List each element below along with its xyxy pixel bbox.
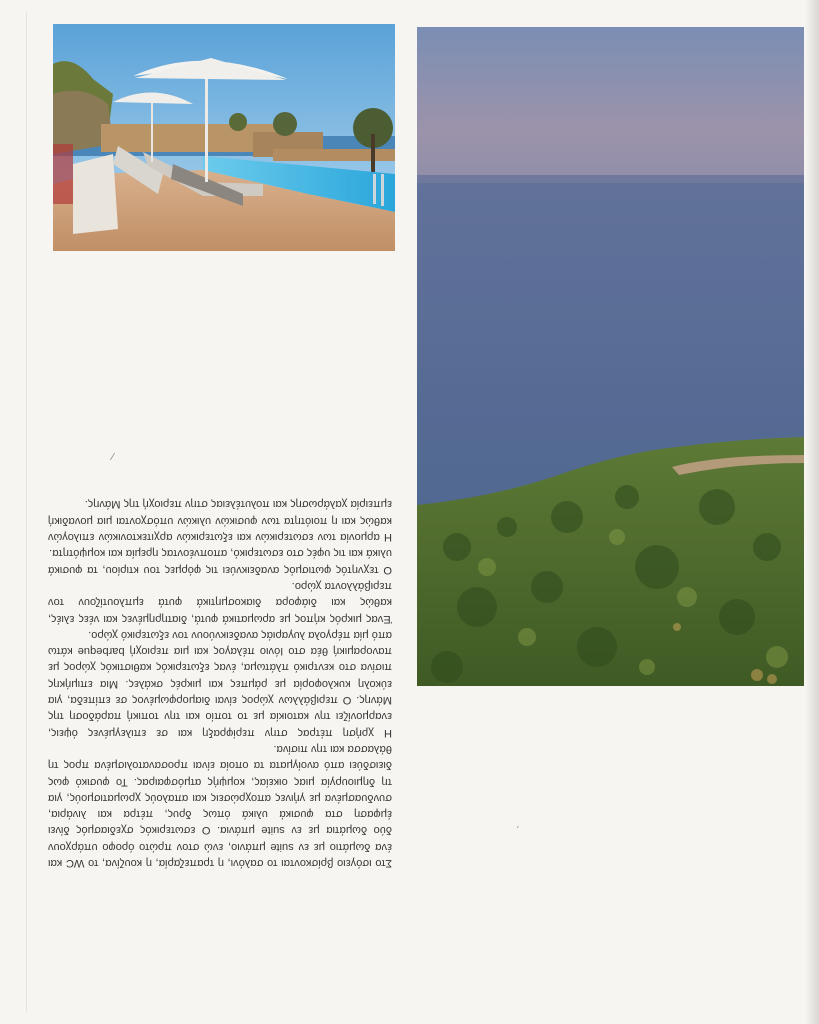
article-paragraph: Στο ισόγειο βρίσκονται το σαλόνι, η τραπεζαρία, η κουζίνα, το WC και ένα δωμάτιο με εν suite μπάνιο, ενώ στον πρώτο όροφο υπάρχουν δύο δωμάτια με εν suite μπάνια. Ο εσωτερικός σχεδιασμός δίνει έμφαση στα φυσικά υλικά όπως δρυς, πέτρα και λινάρια, συνδυασμένα με γήινες αποχρώσεις και απαλούς χρωματισμούς, για τη δημιουργία μιας οικείας, κομψής ατμόσφαιρας. Το φυσικό φως διεισδύει από ανοίγματα τα οποία είναι προσανατολισμένα προς τη θάλασσα και την πισίνα.	[48, 742, 392, 869]
article-text-column	[48, 496, 392, 871]
article-paragraph: Ένας μικρός κήπος με αρωματικά φυτά, διατηρημένες και νέες ελιές, καθώς και διάφορα διακοσμητικά φυτά εμπλουτίζουν τον περιβάλλοντα χώρο.	[48, 579, 392, 625]
article-paragraph: Η χρήση πέτρας στην περίφραξη και σε επιλεγμένες όψεις, εναρμονίζει την κατοικία με το τοπίο και την τοπική παράδοση της Μάνης. Ο περιβάλλων χώρος είναι διαμορφωμένος σε επίπεδα, για εύκολη κυκλοφορία με ράμπες και μικρές σκάλες. Μια επιμήκης πισίνα στο κεντρικό πλάτωμα, ένας εξωτερικός καθιστικός χώρος με πανοραμική θέα στο Ιόνιο πέλαγος και μια περιοχή barbeque κάτω από μία πέργολα λυγαριάς αναδεικνύουν τον εξωτερικό χώρο.	[48, 628, 392, 739]
page-gutter-shadow	[805, 0, 819, 1024]
article-paragraph: Ο τεχνητός φωτισμός αναδεικνύει τις φόρμες του κτιρίου, τα φυσικά υλικά και τις υφές στο εσωτερικό, αποπνέοντας ηρεμία και κομψότητα.	[48, 547, 392, 576]
print-speck: ˊ	[516, 826, 520, 837]
coastline-sea-photo	[417, 27, 804, 686]
article-paragraph: Η αρμονία των εσωτερικών και εξωτερικών αρχιτεκτονικών επιλογών καθώς και η ποιότητα των φυσικών υλικών υπόσχονται μια μοναδική εμπειρία χαλάρωσης και πολυτέλειας στην περιοχή της Μάνης.	[48, 498, 392, 543]
pool-terrace-photo	[53, 24, 395, 251]
print-speck: ⁄	[112, 452, 114, 463]
page-edge-line	[26, 12, 27, 1012]
